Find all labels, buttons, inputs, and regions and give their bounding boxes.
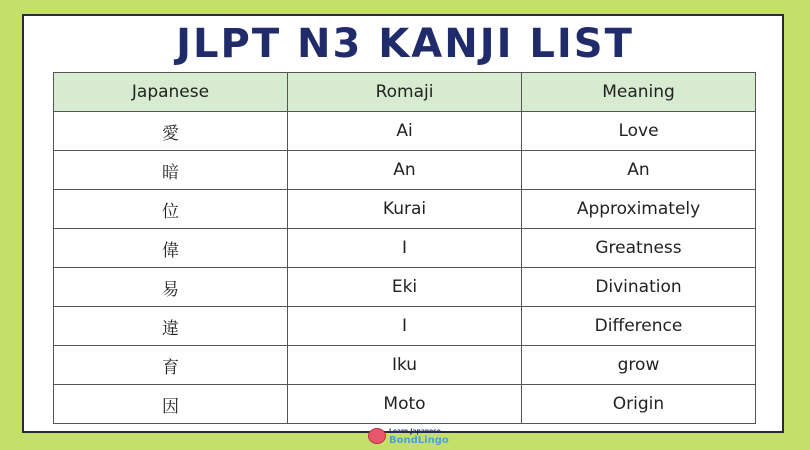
brand-text — [389, 427, 449, 445]
kanji-cell: 位 — [54, 190, 288, 229]
table-row — [54, 229, 756, 268]
table-row — [54, 268, 756, 307]
table-row — [54, 385, 756, 424]
meaning-cell: grow — [522, 346, 756, 385]
table-row — [54, 307, 756, 346]
romaji-cell: An — [288, 151, 522, 190]
kanji-cell: 違 — [54, 307, 288, 346]
kanji-cell: 愛 — [54, 112, 288, 151]
kanji-cell: 易 — [54, 268, 288, 307]
speech-bubble-logo-icon — [368, 428, 386, 444]
kanji-table — [53, 72, 756, 424]
page-title: JLPT N3 KANJI LIST — [176, 21, 634, 67]
romaji-cell: Kurai — [288, 190, 522, 229]
meaning-cell: An — [522, 151, 756, 190]
column-header-japanese: Japanese — [54, 73, 288, 112]
romaji-cell: Iku — [288, 346, 522, 385]
romaji-cell: Ai — [288, 112, 522, 151]
meaning-cell: Difference — [522, 307, 756, 346]
meaning-cell: Origin — [522, 385, 756, 424]
brand-tagline: Learn Japanese — [389, 428, 441, 435]
kanji-cell: 因 — [54, 385, 288, 424]
kanji-cell: 暗 — [54, 151, 288, 190]
table-header-row — [54, 73, 756, 112]
romaji-cell: I — [288, 229, 522, 268]
table-row — [54, 112, 756, 151]
content-card — [22, 14, 784, 433]
column-header-meaning: Meaning — [522, 73, 756, 112]
table-row — [54, 346, 756, 385]
kanji-cell: 偉 — [54, 229, 288, 268]
meaning-cell: Divination — [522, 268, 756, 307]
romaji-cell: Moto — [288, 385, 522, 424]
brand-name: BondLingo — [389, 435, 449, 446]
table-row — [54, 151, 756, 190]
brand-logo — [368, 426, 449, 446]
romaji-cell: I — [288, 307, 522, 346]
meaning-cell: Greatness — [522, 229, 756, 268]
meaning-cell: Approximately — [522, 190, 756, 229]
meaning-cell: Love — [522, 112, 756, 151]
romaji-cell: Eki — [288, 268, 522, 307]
column-header-romaji: Romaji — [288, 73, 522, 112]
kanji-cell: 育 — [54, 346, 288, 385]
table-row — [54, 190, 756, 229]
